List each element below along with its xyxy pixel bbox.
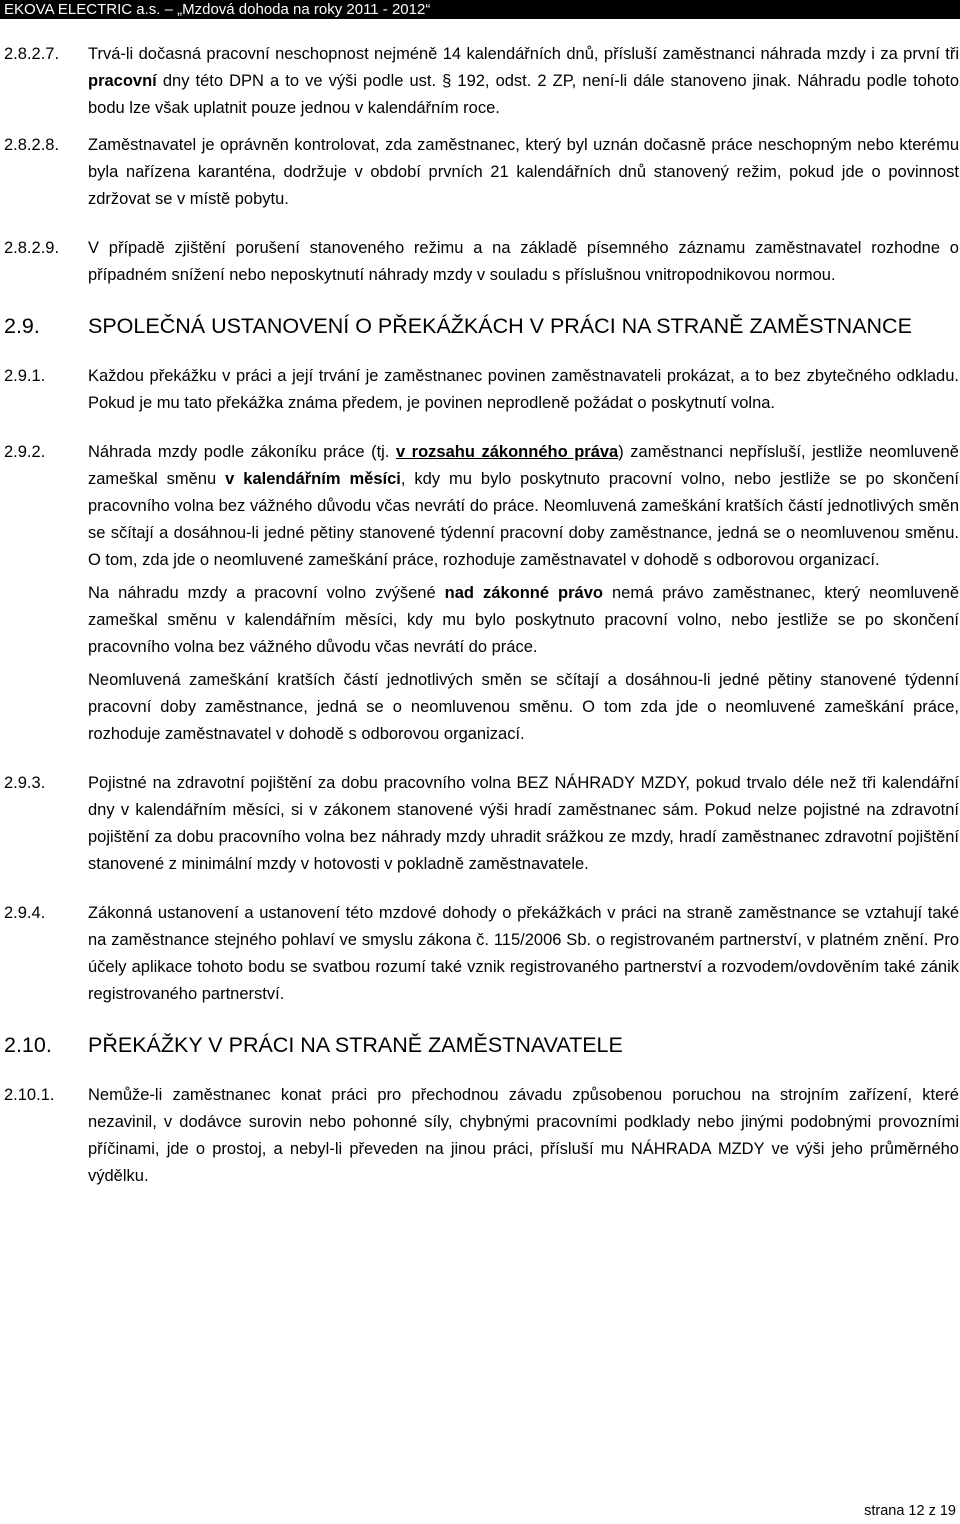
clause-number: 2.8.2.8. <box>4 136 60 154</box>
paragraph <box>88 667 959 748</box>
section-title: PŘEKÁŽKY V PRÁCI NA STRANĚ ZAMĚSTNAVATELE <box>88 1033 623 1057</box>
text-run: Neomluvená zameškání kratších částí jednotlivých směn se sčítají a dosáhnou-li jedné pětiny stanovené týdenní pracovní doby zaměstnance, jedná se o neomluvenou směnu. O tom zda jde o neomluvené zameškání práce, rozhoduje zaměstnavatel v dohodě s odborovou organizací. <box>88 671 959 743</box>
page-number: strana 12 z 19 <box>864 1503 956 1519</box>
text-run: dny této DPN a to ve výši podle ust. § 192, odst. 2 ZP, není-li dále stanoveno jinak. Náhradu podle tohoto bodu lze však uplatnit pouze jednou v kalendářním roce. <box>88 72 959 117</box>
paragraph <box>88 900 959 1008</box>
clause-text <box>88 439 959 748</box>
clause-2-8-2-9 <box>4 235 959 289</box>
clause-2-9-2 <box>4 439 959 748</box>
paragraph <box>88 770 959 878</box>
text-run: V případě zjištění porušení stanoveného režimu a na základě písemného záznamu zaměstnavatel rozhodne o případném snížení nebo neposkytnutí náhrady mzdy v souladu s příslušnou vnitropodnikovou normou. <box>88 239 959 284</box>
text-run: Náhrada mzdy podle zákoníku práce (tj. <box>88 443 396 461</box>
section-2-9 <box>4 311 959 341</box>
text-run: Nemůže-li zaměstnanec konat práci pro přechodnou závadu způsobenou poruchou na strojním zařízení, které nezavinil, v dodávce surovin nebo pohonné síly, chybnými pracovními podklady nebo jinými podobnými provozními příčinami, jde o prostoj, a nebyl-li převeden na jinou práci, přísluší mu NÁHRADA MZDY ve výši jeho průměrného výdělku. <box>88 1086 959 1185</box>
clause-2-9-1 <box>4 363 959 417</box>
clause-2-9-3 <box>4 770 959 878</box>
clause-2-9-4 <box>4 900 959 1008</box>
text-run: Na náhradu mzdy a pracovní volno zvýšené <box>88 584 445 602</box>
clause-number: 2.9.4. <box>4 904 46 922</box>
paragraph <box>88 132 959 213</box>
text-run: Trvá-li dočasná pracovní neschopnost nejméně 14 kalendářních dnů, přísluší zaměstnanci náhrada mzdy i za první tři <box>88 45 959 63</box>
clause-2-10-1 <box>4 1082 959 1190</box>
text-run: Pojistné na zdravotní pojištění za dobu pracovního volna BEZ NÁHRADY MZDY, pokud trvalo déle než tři kalendářní dny v kalendářním měsíci, si v zákonem stanovené výši hradí zaměstnanec sám. Pokud nelze pojistné na zdravotní pojištění za dobu pracovního volna bez náhrady mzdy uhradit srážkou ze mzdy, hradí zaměstnanec zdravotní pojištění stanovené z minimální mzdy v hotovosti v pokladně zaměstnavatele. <box>88 774 959 873</box>
clause-text <box>88 41 959 122</box>
paragraph <box>88 580 959 661</box>
emphasized-text: nad zákonné právo <box>444 584 603 602</box>
emphasized-text: v kalendářním měsíci <box>225 470 401 488</box>
paragraph <box>88 439 959 574</box>
clause-number: 2.8.2.7. <box>4 45 60 63</box>
text-run: , kdy mu bylo poskytnuto pracovní volno, nebo jestliže se po skončení pracovního volna bez vážného důvodu včas nevrátí do práce. Neomluvená zameškání kratších částí jednotlivých směn se sčítají a dosáhnou-li jedné pětiny stanovené týdenní pracovní doby zaměstnance, jedná se o neomluvenou směnu. O tom, zda jde o neomluvené zameškání práce, rozhoduje zaměstnavatel v dohodě s odborovou organizací. <box>88 470 960 569</box>
paragraph <box>88 1082 959 1190</box>
clause-2-8-2-8 <box>4 132 959 213</box>
paragraph <box>88 41 959 122</box>
text-run: nemá právo zaměstnanec, který neomluveně zameškal směnu v kalendářním měsíci, kdy mu bylo poskytnuto pracovní volno, nebo jestliže se po skončení pracovního volna bez vážného důvodu včas nevrátí do práce. <box>88 584 960 656</box>
section-number: 2.9. <box>4 314 40 338</box>
emphasized-text: pracovní <box>88 72 157 90</box>
clause-text <box>88 235 959 289</box>
section-title: SPOLEČNÁ USTANOVENÍ O PŘEKÁŽKÁCH V PRÁCI NA STRANĚ ZAMĚSTNANCE <box>88 314 912 338</box>
clause-text <box>88 1082 959 1190</box>
clause-number: 2.10.1. <box>4 1086 55 1104</box>
clause-text <box>88 770 959 878</box>
document-header <box>0 0 960 19</box>
clause-text <box>88 363 959 417</box>
emphasized-text: v rozsahu zákonného práva <box>395 443 619 461</box>
paragraph <box>88 235 959 289</box>
clause-number: 2.8.2.9. <box>4 239 60 257</box>
text-run: Zákonná ustanovení a ustanovení této mzdové dohody o překážkách v práci na straně zaměstnance se vztahují také na zaměstnance stejného pohlaví ve smyslu zákona č. 115/2006 Sb. o registrovaném partnerství, v platném znění. Pro účely aplikace tohoto bodu se svatbou rozumí také vznik registrovaného partnerství a rozvodem/ovdověním také zánik registrovaného partnerství. <box>88 904 959 1003</box>
document-body <box>4 19 959 1190</box>
clause-number: 2.9.2. <box>4 443 46 461</box>
text-run: ) zaměstnanci nepřísluší, jestliže neomluveně zameškal směnu <box>88 443 959 488</box>
text-run: Zaměstnavatel je oprávněn kontrolovat, zda zaměstnanec, který byl uznán dočasně práce neschopným nebo kterému byla nařízena karanténa, dodržuje v období prvních 21 kalendářních dnů stanovený režim, pokud jde o povinnost zdržovat se v místě pobytu. <box>88 136 959 208</box>
text-run: Každou překážku v práci a její trvání je zaměstnanec povinen zaměstnavateli prokázat, a to bez zbytečného odkladu. Pokud je mu tato překážka známa předem, je povinen neprodleně požádat o poskytnutí volna. <box>88 367 959 412</box>
clause-number: 2.9.1. <box>4 367 46 385</box>
clause-text <box>88 132 959 213</box>
clause-text <box>88 900 959 1008</box>
section-2-10 <box>4 1030 959 1060</box>
paragraph <box>88 363 959 417</box>
header-text: EKOVA ELECTRIC a.s. – „Mzdová dohoda na roky 2011 - 2012“ <box>4 1 431 18</box>
clause-2-8-2-7 <box>4 41 959 122</box>
clause-number: 2.9.3. <box>4 774 46 792</box>
section-number: 2.10. <box>4 1033 52 1057</box>
